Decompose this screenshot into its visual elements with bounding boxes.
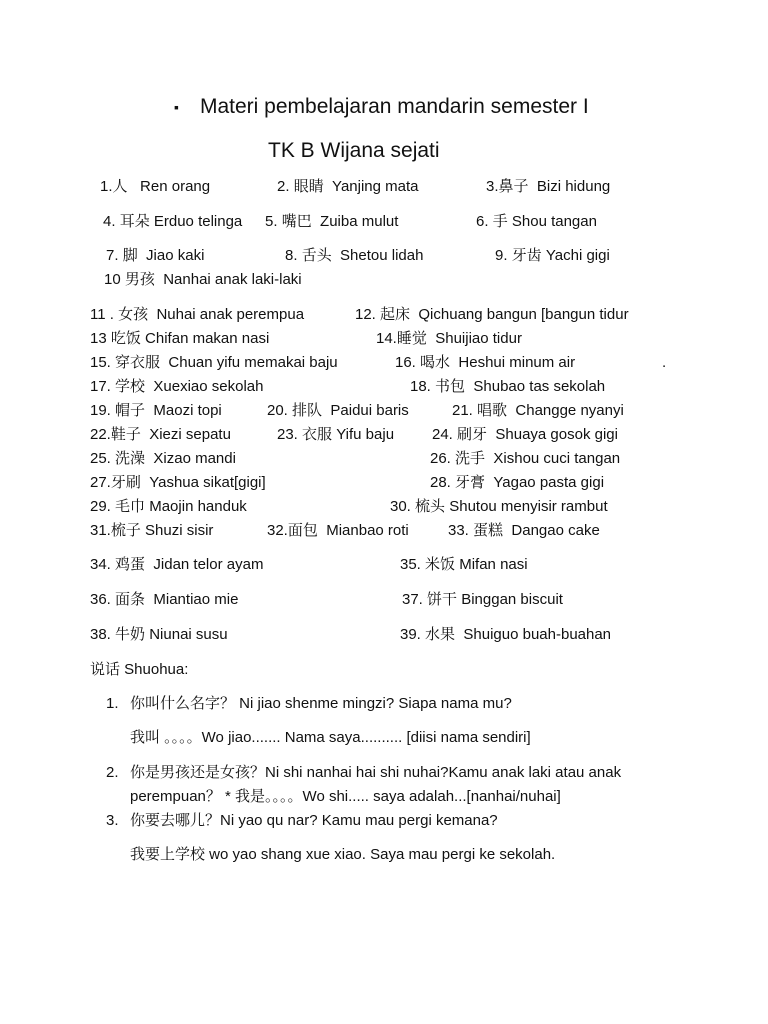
vocab-item: 10 男孩 Nanhai anak laki-laki [104,271,302,288]
vocab-item: 17. 学校 Xuexiao sekolah [90,378,264,395]
vocab-item: 9. 牙齿 Yachi gigi [495,247,610,264]
vocab-item: 23. 衣服 Yifu baju [277,426,395,443]
vocab-item: 1.人 Ren orang [100,178,211,195]
vocab-item: 34. 鸡蛋 Jidan telor ayam [90,556,264,573]
vocab-item: 21. 唱歌 Changge nyanyi [452,402,624,419]
vocab-item: 5. 嘴巴 Zuiba mulut [265,213,399,230]
question-text: 你要去哪儿？Ni yao qu nar? Kamu mau pergi kemana? [130,812,498,829]
stray-dot: . [662,354,667,371]
page-title: Materi pembelajaran mandarin semester I [200,95,589,118]
list-number: 1. [106,695,119,712]
vocab-item: 25. 洗澡 Xizao mandi [90,450,236,467]
vocab-item: 4. 耳朵 Erduo telinga [103,213,243,230]
vocab-item: 8. 舌头 Shetou lidah [285,247,424,264]
vocab-item: 28. 牙膏 Yagao pasta gigi [430,474,605,491]
list-number: 2. [106,764,119,781]
vocab-item: 18. 书包 Shubao tas sekolah [410,378,606,395]
vocab-item: 19. 帽子 Maozi topi [90,402,222,419]
vocab-item: 33. 蛋糕 Dangao cake [448,522,600,539]
question-text-continued: perempuan？ * 我是。。。。Wo shi..... saya adalah...[nanhai/nuhai] [130,788,561,805]
vocab-item: 14.睡觉 Shuijiao tidur [376,330,522,347]
vocab-item: 38. 牛奶 Niunai susu [90,626,228,643]
answer-text: 我要上学校 wo yao shang xue xiao. Saya mau pergi ke sekolah. [130,846,556,863]
vocab-item: 24. 刷牙 Shuaya gosok gigi [432,426,618,443]
vocab-item: 11 . 女孩 Nuhai anak perempua [90,306,305,323]
vocab-item: 29. 毛巾 Maojin handuk [90,498,247,515]
vocab-item: 32.面包 Mianbao roti [267,522,409,539]
page-subtitle: TK B Wijana sejati [268,139,440,162]
vocab-item: 31.梳子 Shuzi sisir [90,522,214,539]
vocab-item: 39. 水果 Shuiguo buah-buahan [400,626,612,643]
vocab-item: 20. 排队 Paidui baris [267,402,409,419]
vocab-item: 15. 穿衣服 Chuan yifu memakai baju [90,354,338,371]
vocab-item: 6. 手 Shou tangan [476,213,597,230]
vocab-item: 12. 起床 Qichuang bangun [bangun tidur [355,306,629,323]
bullet-icon: ▪ [174,99,179,115]
question-text: 你叫什么名字？ Ni jiao shenme mingzi? Siapa nama mu? [130,695,512,712]
vocab-item: 30. 梳头 Shutou menyisir rambut [390,498,608,515]
vocab-item: 36. 面条 Miantiao mie [90,591,239,608]
vocab-item: 2. 眼睛 Yanjing mata [277,178,419,195]
answer-text: 我叫 。。。。Wo jiao....... Nama saya.......... [diisi nama sendiri] [130,729,531,746]
list-number: 3. [106,812,119,829]
vocab-item: 22.鞋子 Xiezi sepatu [90,426,231,443]
vocab-item: 3.鼻子 Bizi hidung [486,178,611,195]
vocab-item: 13 吃饭 Chifan makan nasi [90,330,270,347]
vocab-item: 26. 洗手 Xishou cuci tangan [430,450,621,467]
vocab-item: 7. 脚 Jiao kaki [106,247,205,264]
question-text: 你是男孩还是女孩？Ni shi nanhai hai shi nuhai?Kamu anak laki atau anak [130,764,622,781]
vocab-item: 16. 喝水 Heshui minum air [395,354,576,371]
vocab-item: 27.牙刷 Yashua sikat[gigi] [90,474,266,491]
vocab-item: 37. 饼干 Binggan biscuit [402,591,563,608]
vocab-item: 35. 米饭 Mifan nasi [400,556,528,573]
speaking-heading: 说话 Shuohua: [90,661,189,678]
